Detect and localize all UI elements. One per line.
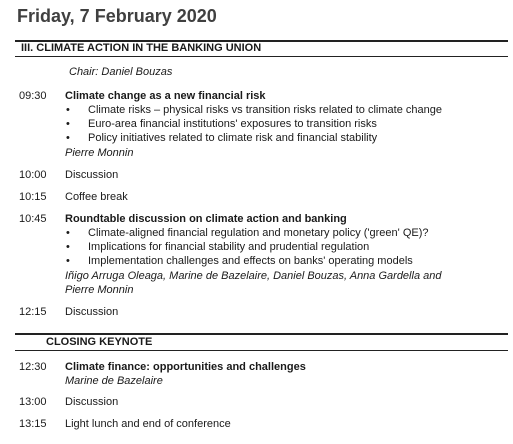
bullet-icon: •	[66, 255, 70, 267]
session-time: 12:30	[19, 361, 47, 373]
bullet-icon: •	[66, 241, 70, 253]
section-rule-bottom	[15, 350, 508, 351]
session-time: 09:30	[19, 90, 47, 102]
page-title: Friday, 7 February 2020	[17, 6, 217, 26]
bullet-item	[66, 132, 377, 144]
bullet-item	[66, 241, 369, 253]
bullet-text: Euro-area financial institutions' exposures to transition risks	[88, 118, 377, 130]
bullet-text: Implications for financial stability and prudential regulation	[88, 241, 370, 253]
bullet-text: Climate risks – physical risks vs transition risks related to climate change	[88, 104, 442, 116]
bullet-icon: •	[66, 118, 70, 130]
bullet-text: Climate-aligned financial regulation and monetary policy ('green' QE)?	[88, 227, 429, 239]
session-speakers: Iñigo Arruga Oleaga, Marine de Bazelaire, Daniel Bouzas, Anna Gardella and	[65, 270, 442, 282]
session-time: 10:45	[19, 213, 47, 225]
bullet-text: Implementation challenges and effects on banks' operating models	[88, 255, 413, 267]
bullet-item	[66, 255, 413, 267]
closing-heading: CLOSING KEYNOTE	[46, 336, 153, 348]
bullet-icon: •	[66, 227, 70, 239]
session-label: Discussion	[65, 306, 119, 318]
bullet-item	[66, 227, 429, 239]
session-time: 10:15	[19, 191, 47, 203]
session-label: Light lunch and end of conference	[65, 418, 231, 430]
session-speaker: Pierre Monnin	[65, 147, 134, 159]
bullet-icon: •	[66, 104, 70, 116]
section-rule-top	[15, 333, 508, 335]
section-heading: III. CLIMATE ACTION IN THE BANKING UNION	[21, 42, 262, 54]
session-label: Discussion	[65, 396, 119, 408]
section-rule-bottom	[15, 56, 508, 57]
bullet-icon: •	[66, 132, 70, 144]
closing-heading-band	[15, 333, 508, 351]
session-title: Climate finance: opportunities and challenges	[65, 361, 306, 373]
bullet-text: Policy initiatives related to climate risk and financial stability	[88, 132, 378, 144]
session-label: Discussion	[65, 169, 119, 181]
bullet-item	[66, 104, 442, 116]
session-title: Climate change as a new financial risk	[65, 90, 266, 102]
session-label: Coffee break	[65, 191, 128, 203]
session-time: 12:15	[19, 306, 47, 318]
session-speakers-cont: Pierre Monnin	[65, 284, 134, 296]
section-heading-band	[15, 40, 508, 57]
session-time: 10:00	[19, 169, 47, 181]
session-time: 13:00	[19, 396, 47, 408]
session-speaker: Marine de Bazelaire	[65, 375, 163, 387]
session-time: 13:15	[19, 418, 47, 430]
session-chair: Chair: Daniel Bouzas	[69, 66, 173, 78]
session-title: Roundtable discussion on climate action and banking	[65, 213, 347, 225]
bullet-item	[66, 118, 377, 130]
